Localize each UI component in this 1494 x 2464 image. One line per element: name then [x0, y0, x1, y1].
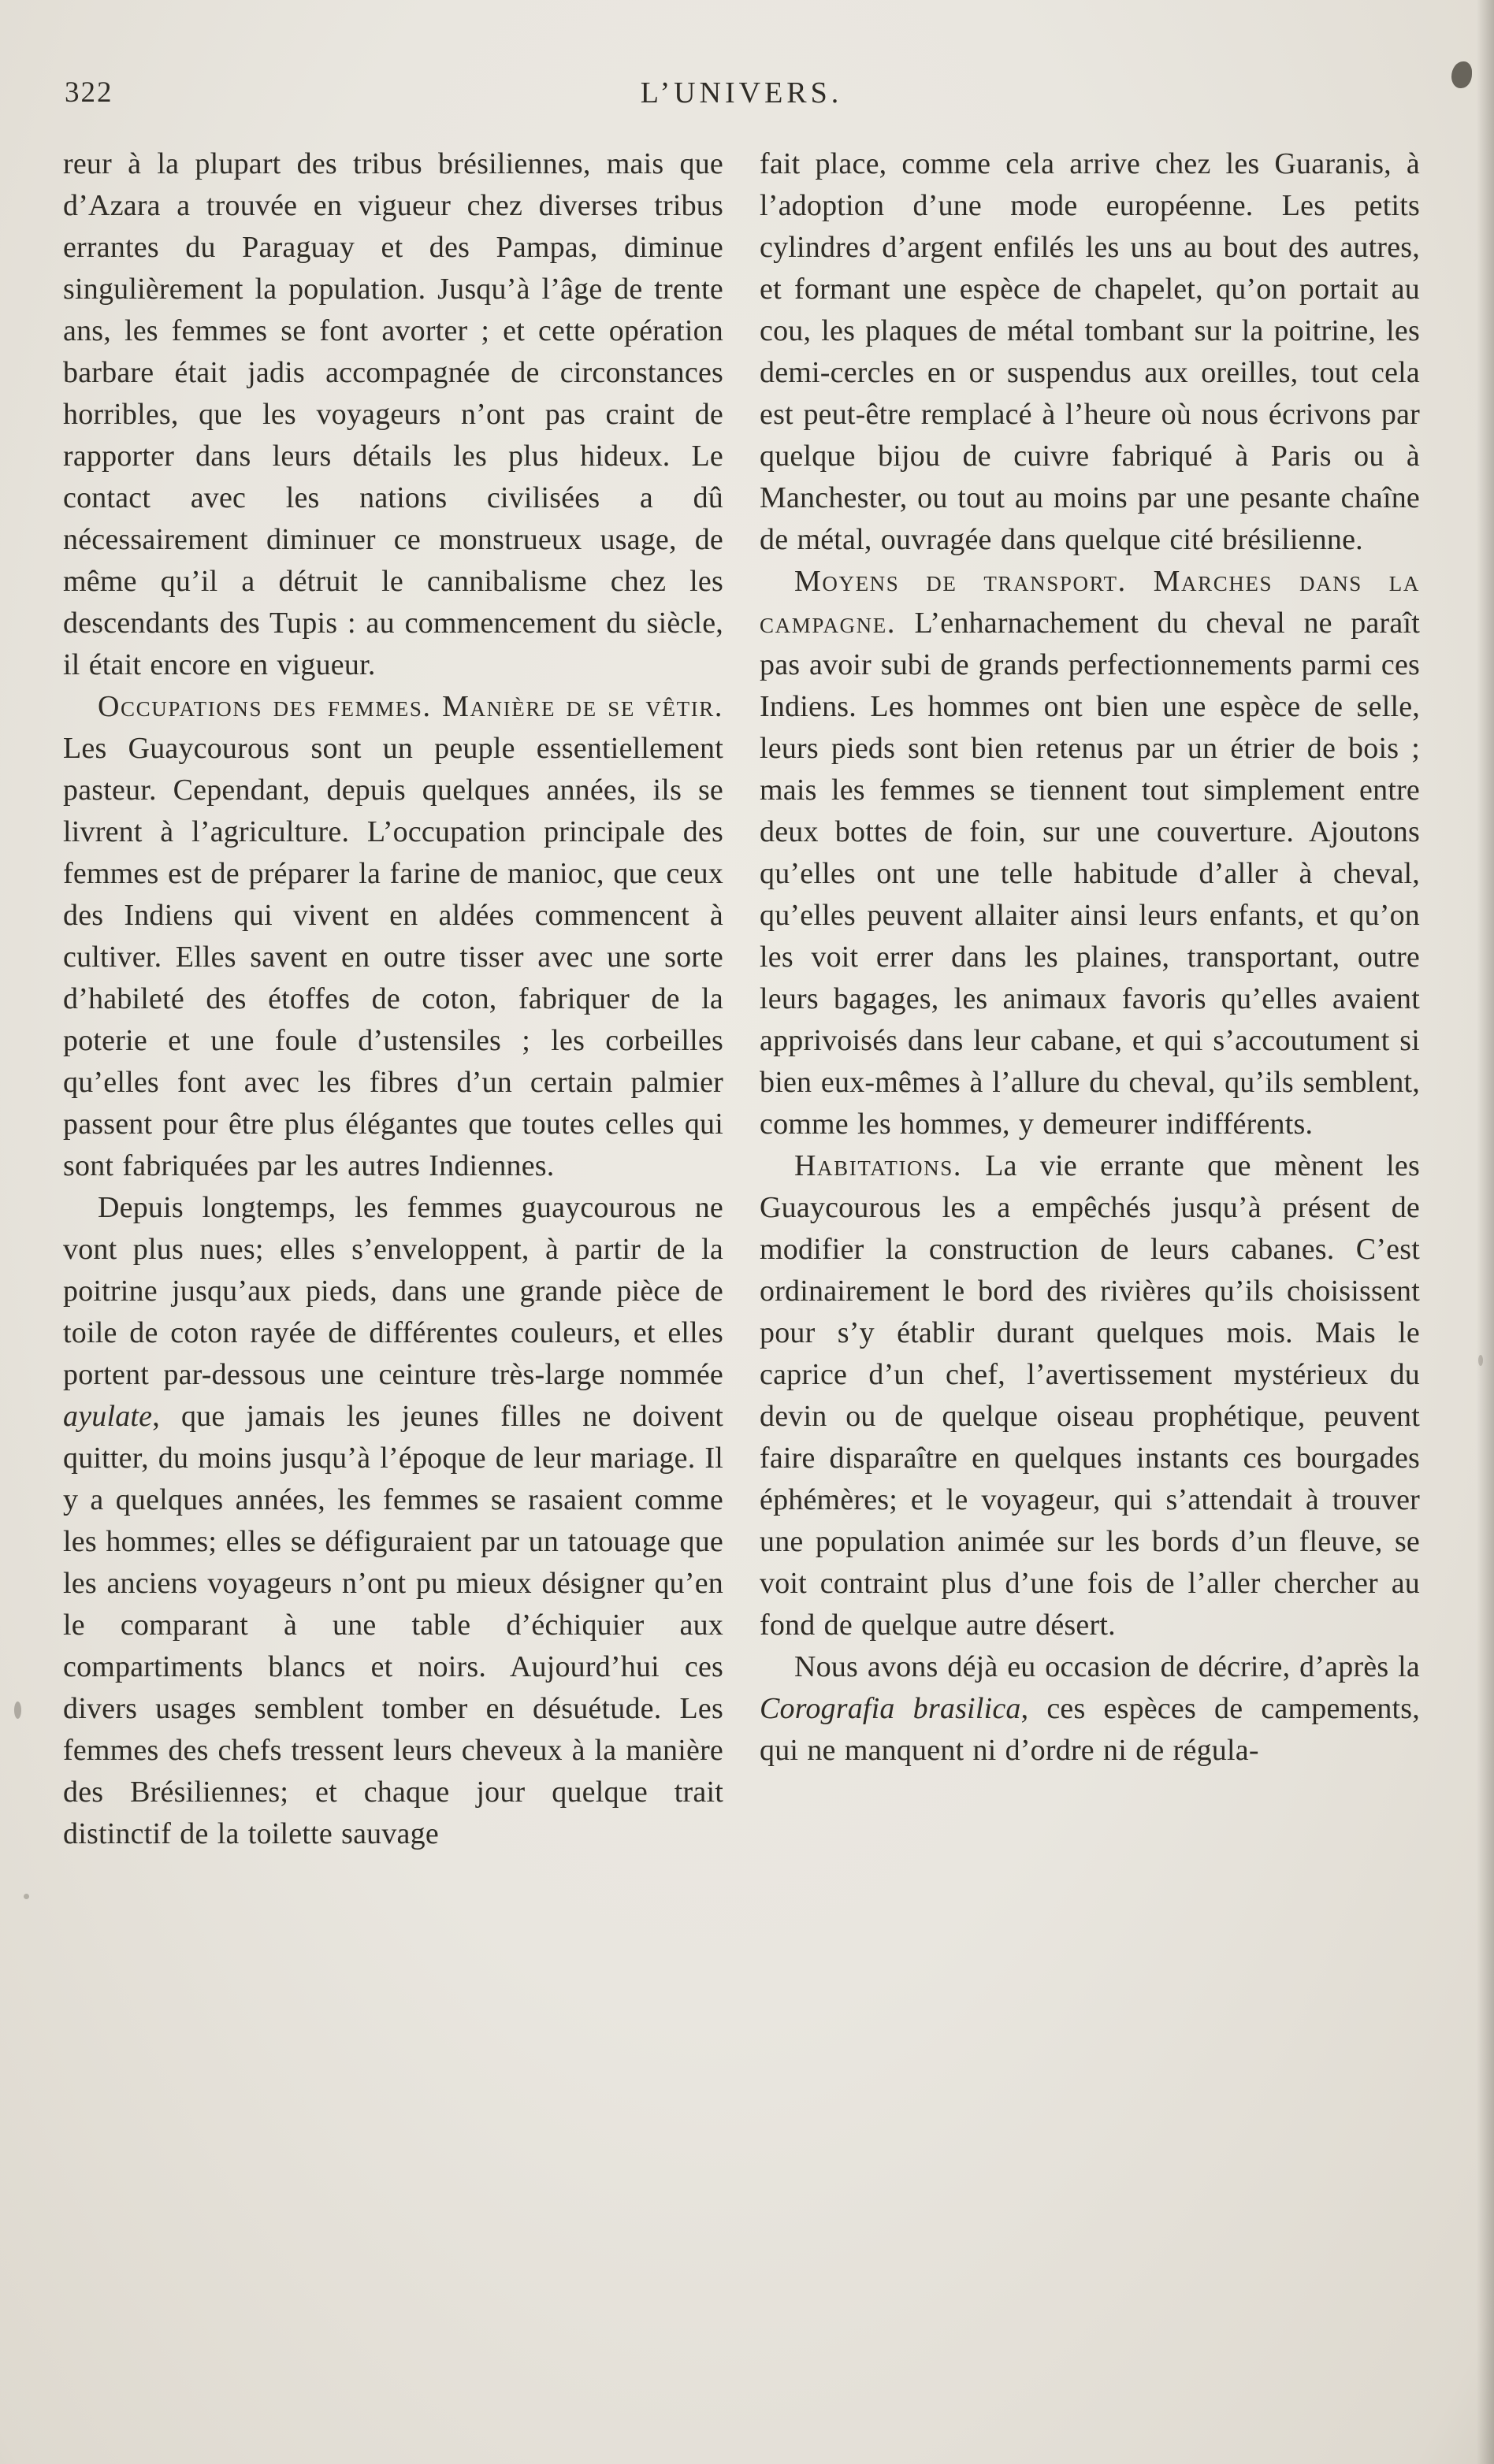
text-columns — [63, 143, 1420, 1855]
page-edge-shadow — [1477, 0, 1494, 2464]
section-heading: Moyens de transport. Marches dans la campagne. — [760, 565, 1420, 640]
body-text: Depuis longtemps, les femmes guaycourous ne vont plus nues; elles s’enveloppent, à partir de la poitrine jusqu’aux pieds, dans une grande pièce de toile de coton rayée de différentes couleurs, et elles portent par-dessous une ceinture très-large nommée — [63, 1191, 723, 1391]
body-text: L’enharnachement du cheval ne paraît pas avoir subi de grands perfectionnements parmi ces Indiens. Les hommes ont bien une espèce de selle, leurs pieds sont bien retenus par un étrier de bois ; mais les femmes se tiennent tout simplement entre deux bottes de foin, sur une couverture. Ajoutons qu’elles ont une telle habitude d’aller à cheval, qu’elles peuvent allaiter ainsi leurs enfants, et qu’on les voit errer dans les plaines, transportant, outre leurs bagages, les animaux favoris qu’elles avaient apprivoisés dans leur cabane, et qui s’accoutument si bien eux-mêmes à l’allure du cheval, qu’ils semblent, comme les hommes, y demeurer indifférents. — [760, 607, 1420, 1141]
paragraph — [63, 1187, 723, 1855]
section-heading: Habitations. — [794, 1149, 962, 1182]
body-text: reur à la plupart des tribus brésiliennes, mais que d’Azara a trouvée en vigueur chez diverses tribus errantes du Paraguay et des Pampas, diminue singulièrement la population. Jusqu’à l’âge de trente ans, les femmes se font avorter ; et cette opération barbare était jadis accompagnée de circonstances horribles, que les voyageurs n’ont pas craint de rapporter dans leurs détails les plus hideux. Le contact avec les nations civilisées a dû nécessairement diminuer ce monstrueux usage, de même qu’il a détruit le cannibalisme chez les descendants des Tupis : au commencement du siècle, il était encore en vigueur. — [63, 147, 723, 681]
body-text: , que jamais les jeunes filles ne doivent quitter, du moins jusqu’à l’époque de leur mariage. Il y a quelques années, les femmes se rasaient comme les hommes; elles se défiguraient par un tatouage que les anciens voyageurs n’ont pu mieux désigner qu’en le comparant à une table d’échiquier aux compartiments blancs et noirs. Aujourd’hui ces divers usages semblent tomber en désuétude. Les femmes des chefs tressent leurs cheveux à la manière des Brésiliennes; et chaque jour quelque trait distinctif de la toilette sauvage — [63, 1400, 723, 1850]
scan-blemish — [14, 1701, 21, 1719]
body-text: Corografia brasilica — [760, 1692, 1021, 1725]
scan-blemish — [24, 1894, 29, 1899]
scan-blemish — [1451, 61, 1472, 88]
page-header — [65, 76, 1418, 115]
body-text: , ces espèces de campements, qui ne manquent ni d’ordre ni de régula- — [760, 1692, 1420, 1767]
paragraph — [760, 143, 1420, 561]
paragraph — [63, 143, 723, 686]
running-title: L’UNIVERS. — [640, 76, 843, 109]
body-text: Nous avons déjà eu occasion de décrire, d’après la — [794, 1650, 1420, 1683]
right-column — [760, 143, 1420, 1855]
body-text: ayulate — [63, 1400, 153, 1433]
body-text: Les Guaycourous sont un peuple essentiellement pasteur. Cependant, depuis quelques années, ils se livrent à l’agriculture. L’occupation principale des femmes est de préparer la farine de manioc, que ceux des Indiens qui vivent en aldées commencent à cultiver. Elles savent en outre tisser avec une sorte d’habileté des étoffes de coton, fabriquer de la poterie et une foule d’ustensiles ; les corbeilles qu’elles font avec les fibres d’un certain palmier passent pour être plus élégantes que toutes celles qui sont fabriquées par les autres Indiennes. — [63, 732, 723, 1182]
paragraph — [63, 686, 723, 1187]
left-column — [63, 143, 723, 1855]
body-text: La vie errante que mènent les Guaycourous les a empêchés jusqu’à présent de modifier la construction de leurs cabanes. C’est ordinairement le bord des rivières qu’ils choisissent pour s’y établir durant quelques mois. Mais le caprice d’un chef, l’avertissement mystérieux du devin ou de quelque oiseau prophétique, peuvent faire disparaître en quelques instants ces bourgades éphémères; et le voyageur, qui s’attendait à trouver une population animée sur les bords d’un fleuve, se voit contraint plus d’une fois de l’aller chercher au fond de quelque autre désert. — [760, 1149, 1420, 1642]
paragraph — [760, 561, 1420, 1145]
section-heading: Occupations des femmes. Manière de se vêtir. — [98, 690, 723, 723]
paragraph — [760, 1646, 1420, 1772]
paragraph — [760, 1145, 1420, 1646]
body-text: fait place, comme cela arrive chez les Guaranis, à l’adoption d’une mode européenne. Les petits cylindres d’argent enfilés les uns au bout des autres, et formant une espèce de chapelet, qu’on portait au cou, les plaques de métal tombant sur la poitrine, les demi-cercles en or suspendus aux oreilles, tout cela est peut-être remplacé à l’heure où nous écrivons par quelque bijou de cuivre fabriqué à Paris ou à Manchester, ou tout au moins par une pesante chaîne de métal, ouvragée dans quelque cité brésilienne. — [760, 147, 1420, 556]
page-number: 322 — [65, 76, 113, 109]
